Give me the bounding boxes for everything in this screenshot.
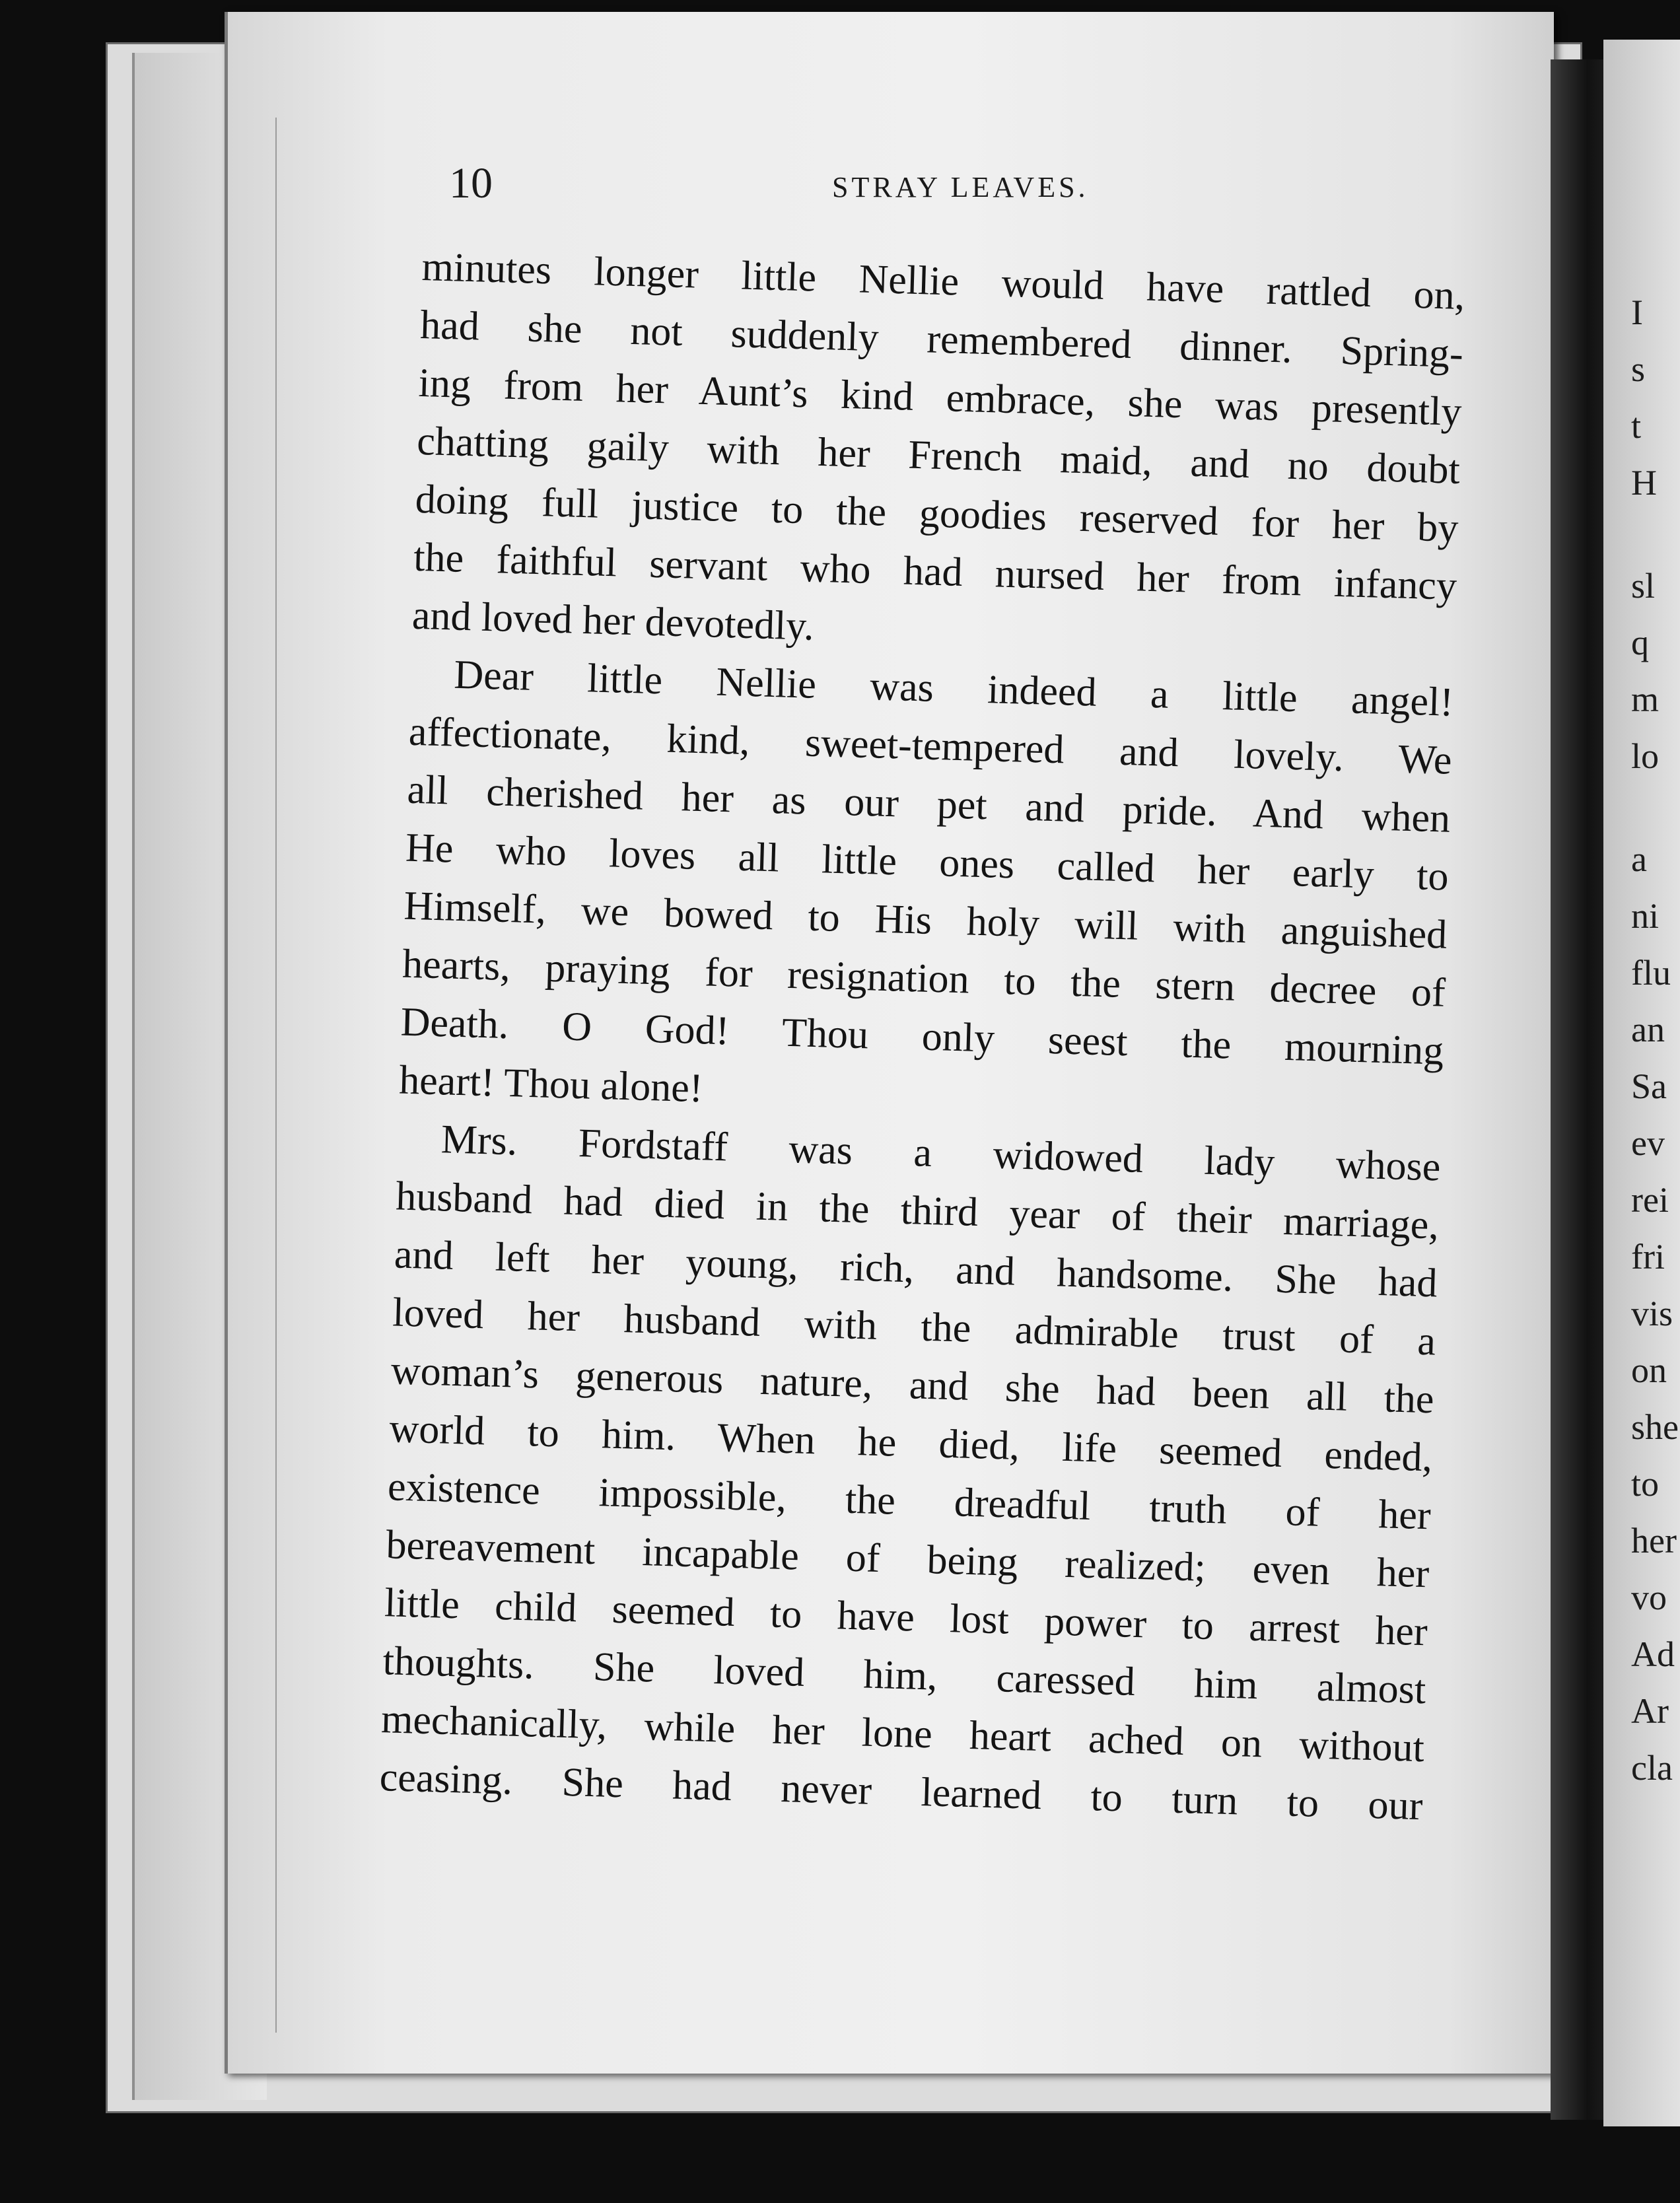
text-line: heart! Thou alone! <box>398 1057 704 1111</box>
facing-fragment: on <box>1631 1350 1667 1390</box>
text-line: existence impossible, the dreadful truth of her <box>387 1464 1432 1539</box>
page-number: 10 <box>449 159 493 207</box>
text-line: He who loves all little ones called her early to <box>405 825 1450 899</box>
text-line: Mrs. Fordstaff was a widowed lady whose <box>440 1117 1442 1190</box>
text-line: little child seemed to have lost power to arrest her <box>384 1580 1428 1655</box>
text-line: Himself, we bowed to His holy will with anguished <box>403 883 1448 958</box>
facing-fragment: ni <box>1631 896 1660 936</box>
text-line: bereavement incapable of being realized; even her <box>385 1522 1430 1597</box>
text-line: chatting gaily with her French maid, and no doubt <box>416 418 1461 493</box>
text-line: and loved her devotedly. <box>411 592 815 649</box>
running-title: STRAY LEAVES. <box>832 171 1089 203</box>
text-line: and left her young, rich, and handsome. She had <box>394 1232 1438 1306</box>
text-line: mechanically, while her lone heart ached on without <box>380 1696 1425 1771</box>
text-line: thoughts. She loved him, caressed him almost <box>382 1638 1427 1713</box>
facing-fragment: vo <box>1631 1578 1667 1617</box>
book-gutter <box>1551 59 1603 2120</box>
facing-fragment: her <box>1631 1521 1677 1560</box>
facing-fragment: a <box>1631 839 1647 879</box>
text-line: ceasing. She had never learned to turn to our <box>378 1755 1424 1829</box>
facing-fragment: s <box>1631 349 1646 389</box>
text-line: loved her husband with the admirable trust of a <box>392 1290 1436 1364</box>
facing-fragment: she <box>1631 1407 1679 1447</box>
text-line: world to him. When he died, life seemed ended, <box>388 1406 1433 1481</box>
facing-fragment: ev <box>1631 1123 1665 1163</box>
text-line: doing full justice to the goodies reserved for her by <box>414 476 1459 551</box>
paragraph <box>379 1109 1442 1835</box>
page-margin-rule <box>275 118 277 2033</box>
facing-fragment: Sa <box>1631 1067 1667 1106</box>
facing-fragment: fri <box>1631 1237 1665 1276</box>
facing-fragment: q <box>1631 623 1649 662</box>
facing-fragment: cla <box>1631 1748 1673 1788</box>
body-text <box>379 238 1466 1835</box>
facing-fragment: rei <box>1631 1180 1669 1220</box>
facing-fragment: to <box>1631 1464 1660 1504</box>
facing-fragment: vis <box>1631 1294 1673 1333</box>
text-line: all cherished her as our pet and pride. And when <box>406 767 1451 841</box>
text-line: the faithful servant who had nursed her from infancy <box>413 534 1457 609</box>
facing-fragment: flu <box>1631 953 1671 993</box>
running-header <box>449 158 1466 218</box>
facing-gap <box>1631 785 1680 831</box>
facing-fragment: Ad <box>1631 1634 1675 1674</box>
facing-fragment: lo <box>1631 736 1660 776</box>
facing-fragment: I <box>1631 293 1643 332</box>
text-line: woman’s generous nature, and she had been all the <box>390 1348 1435 1422</box>
paragraph <box>398 645 1454 1138</box>
text-line: had she not suddenly remembered dinner. Spring- <box>419 302 1464 377</box>
text-line: affectionate, kind, sweet-tempered and lovely. We <box>408 709 1453 783</box>
facing-fragment: m <box>1631 680 1660 719</box>
facing-fragment: sl <box>1631 566 1656 606</box>
text-line: Death. O God! Thou only seest the mourning <box>400 999 1445 1074</box>
text-line: Dear little Nellie was indeed a little angel! <box>453 652 1454 725</box>
facing-fragment: Ar <box>1631 1691 1669 1731</box>
text-line: hearts, praying for resignation to the stern decree of <box>402 941 1446 1016</box>
facing-fragment: H <box>1631 463 1657 503</box>
facing-fragment: an <box>1631 1010 1665 1049</box>
facing-fragment: t <box>1631 406 1642 446</box>
text-line: minutes longer little Nellie would have rattled on, <box>421 244 1466 319</box>
text-line: ing from her Aunt’s kind embrace, she was presently <box>417 360 1463 435</box>
facing-gap <box>1631 511 1680 557</box>
paragraph <box>411 238 1466 674</box>
text-line: husband had died in the third year of their marriage, <box>395 1173 1440 1248</box>
facing-page-text <box>1631 284 1680 1796</box>
